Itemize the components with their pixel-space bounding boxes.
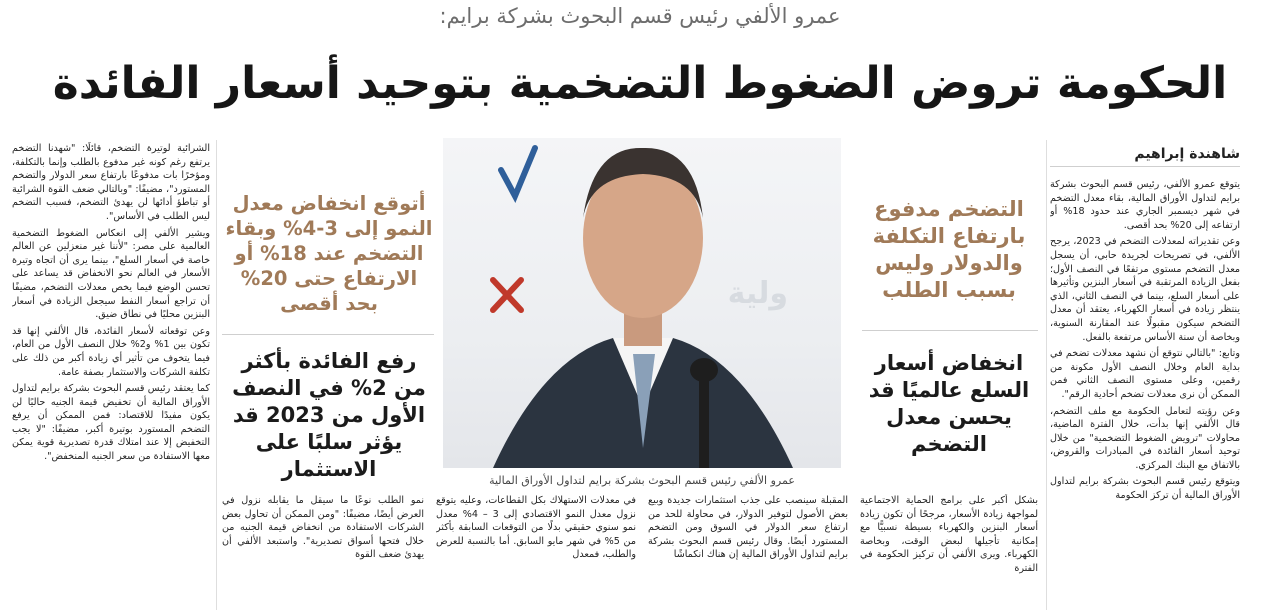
column-1 bbox=[1050, 178, 1240, 615]
pull-quote-growth: أتوقع انخفاض معدل النمو إلى 3-4% وبقاء التضخم عند 18% أو الارتفاع حتى 20% بحد أقصى bbox=[225, 192, 433, 315]
column-2 bbox=[860, 494, 1038, 615]
col1-paragraph-3: وتابع: "بالتالي نتوقع أن نشهد معدلات تضخم في بداية العام وخلال النصف الأول مكونة من رقمين، وعلى مستوى النصف الثاني فمن الممكن أن نرى معدلات تضخم أحادية الرقم". bbox=[1050, 348, 1240, 400]
cross-icon bbox=[493, 280, 521, 310]
portrait-photo bbox=[443, 138, 841, 468]
col1-paragraph-1: يتوقع عمرو الألفي، رئيس قسم البحوث بشركة برايم لتداول الأوراق المالية، بقاء معدل التضخم في شهر ديسمبر الجاري عند حدود 18% أو ارتفاعه إلى 20% بحد أقصى. bbox=[1050, 179, 1240, 231]
col1-paragraph-5: ويتوقع رئيس قسم البحوث بشركة برايم لتداول الأوراق المالية أن تركز الحكومة bbox=[1050, 476, 1240, 502]
col4-paragraph: في معدلات الاستهلاك بكل القطاعات، وعليه يتوقع نزول معدل النمو الاقتصادي إلى 3 – 4% معدل نمو سنوي حقيقي بدلًا من التوقعات السابقة بأكثر من 5% في شهر مايو السابق. أما بالنسبة للعرض والطلب، فمعدل bbox=[436, 495, 636, 561]
col6-paragraph-4: كما يعتقد رئيس قسم البحوث بشركة برايم لتداول الأوراق المالية أن تخفيض قيمة الجنيه حاليًا لن يكون مفيدًا للاقتصاد: فمن الممكن أن يرفع التضخم المستورد بوتيرة أكبر، مضيفًا: "لا يجب التخفيض إلا عند امتلاك قدرة تصديرية قوية يمكن معها الاستفادة من سعر الجنيه المنخفض". bbox=[12, 383, 210, 463]
byline-rule bbox=[1050, 166, 1240, 167]
svg-text:ولية: ولية bbox=[727, 276, 788, 311]
checkmark-icon bbox=[501, 148, 535, 196]
kicker: عمرو الألفي رئيس قسم البحوث بشركة برايم: bbox=[439, 4, 841, 28]
pull-quote-rule bbox=[862, 330, 1038, 331]
pull-quote-interest: رفع الفائدة بأكثر من 2% في النصف الأول من 2023 قد يؤثر سلبًا على الاستثمار bbox=[232, 349, 426, 481]
portrait-illustration bbox=[443, 138, 841, 468]
col1-paragraph-4: وعن رؤيته لتعامل الحكومة مع ملف التضخم، قال الألفي إنها بدأت، خلال الفترة الماضية، محاولات "ترويض الضغوط التضخمية" من خلال توحيد أسعار الفائدة في المبادرات والقروض، بالاتفاق مع البنك المركزي. bbox=[1050, 405, 1240, 471]
pull-quote-commodities: انخفاض أسعار السلع عالميًا قد يحسن معدل التضخم bbox=[868, 351, 1030, 456]
column-divider-left bbox=[216, 140, 217, 610]
pull-quote-cost: التضخم مدفوع بارتفاع التكلفة والدولار وليس بسبب الطلب bbox=[872, 197, 1026, 302]
microphone-icon bbox=[690, 358, 718, 382]
column-6 bbox=[12, 142, 210, 574]
column-4 bbox=[436, 494, 636, 615]
col6-paragraph-3: وعن توقعاته لأسعار الفائدة، قال الألفي إنها قد تكون بين 1% و2% خلال النصف الأول من العام، فيما يتخوف من تأثير أي زيادة أكبر من ذلك على تكلفة الشركات والاستثمار بصفة عامة. bbox=[12, 325, 210, 378]
column-3 bbox=[648, 494, 848, 615]
col5-paragraph: نمو الطلب نوعًا ما سيقل ما يقابله نزول في العرض أيضًا، مضيفًا: "ومن الممكن أن تحاول بعض الشركات الاستفادة من انخفاض قيمة الجنيه من خلال فتحها أسواق تصديرية". واستبعد الألفي أن يهدئ ضعف القوة bbox=[222, 495, 424, 561]
col1-paragraph-2: وعن تقديراته لمعدلات التضخم في 2023، يرجح الألفي، في تصريحات لجريدة حابي، أن يسجل معدل التضخم مستوى مرتفعًا في النصف الأول؛ بفعل الزيادة المرتقبة في أسعار البنزين وتأثيرها على أسعار السلع، بينما في النصف الثاني، الذي ينتظر زيادة في أسعار الكهرباء، يعتقد أن معدل التضخم سيكون مقبولًا عند المقارنة السنوية، وبخاصة أن سنة الأساس مرتفعة بالفعل. bbox=[1050, 236, 1240, 343]
headline: الحكومة تروض الضغوط التضخمية بتوحيد أسعار الفائدة bbox=[52, 58, 1228, 109]
column-5 bbox=[222, 494, 424, 615]
col2-paragraph: بشكل أكبر على برامج الحماية الاجتماعية لمواجهة زيادة الأسعار، مرجحًا أن تكون زيادة أسعار البنزين والكهرباء بسيطة نسبيًّا مع إمكانية تأجيلها لبعض الوقت، وبخاصة الكهرباء. ويرى الألفي أن تركيز الحكومة في الفترة bbox=[860, 495, 1038, 574]
byline: شاهندة إبراهيم bbox=[1134, 146, 1240, 162]
col3-paragraph: المقبلة سينصب على جذب استثمارات جديدة وبيع بعض الأصول لتوفير الدولار، في محاولة للحد من ارتفاع سعر الدولار في السوق ومن التضخم المستورد أيضًا. وقال رئيس قسم البحوث بشركة برايم لتداول الأوراق المالية إن هناك انكماشًا bbox=[648, 495, 848, 561]
column-divider bbox=[1046, 140, 1047, 610]
col6-paragraph-1: الشرائية لوتيرة التضخم، قائلًا: "شهدنا التضخم يرتفع رغم كونه غير مدفوع بالطلب وإنما بالتكلفة، ومؤخرًا بات مدفوعًا بارتفاع سعر الدولار والتضخم المستورد"، مضيفًا: "وبالتالي ضعف القوة الشرائية أو تباطؤ أدائها لن يهدئ التضخم، فسبب التضخم ليس الطلب في الأساس". bbox=[12, 143, 210, 222]
photo-caption: عمرو الألفي رئيس قسم البحوث بشركة برايم لتداول الأوراق المالية bbox=[489, 474, 795, 487]
pull-quote-rule-left bbox=[222, 334, 434, 335]
col6-paragraph-2: ويشير الألفي إلى انعكاس الضغوط التضخمية العالمية على مصر: "لأننا غير منعزلين عن العالم خاصة في أسعار السلع"، بينما يرى أن اتجاه وتيرة الأسعار في العالم نحو الانخفاض قد يساعد على تحسن الوضع فيما يخص معدلات التضخم، مضيفًا أن تراجع أسعار النفط سيجعل الزيادة في أسعار البنزين محليًا في نطاق ضيق. bbox=[12, 227, 210, 321]
